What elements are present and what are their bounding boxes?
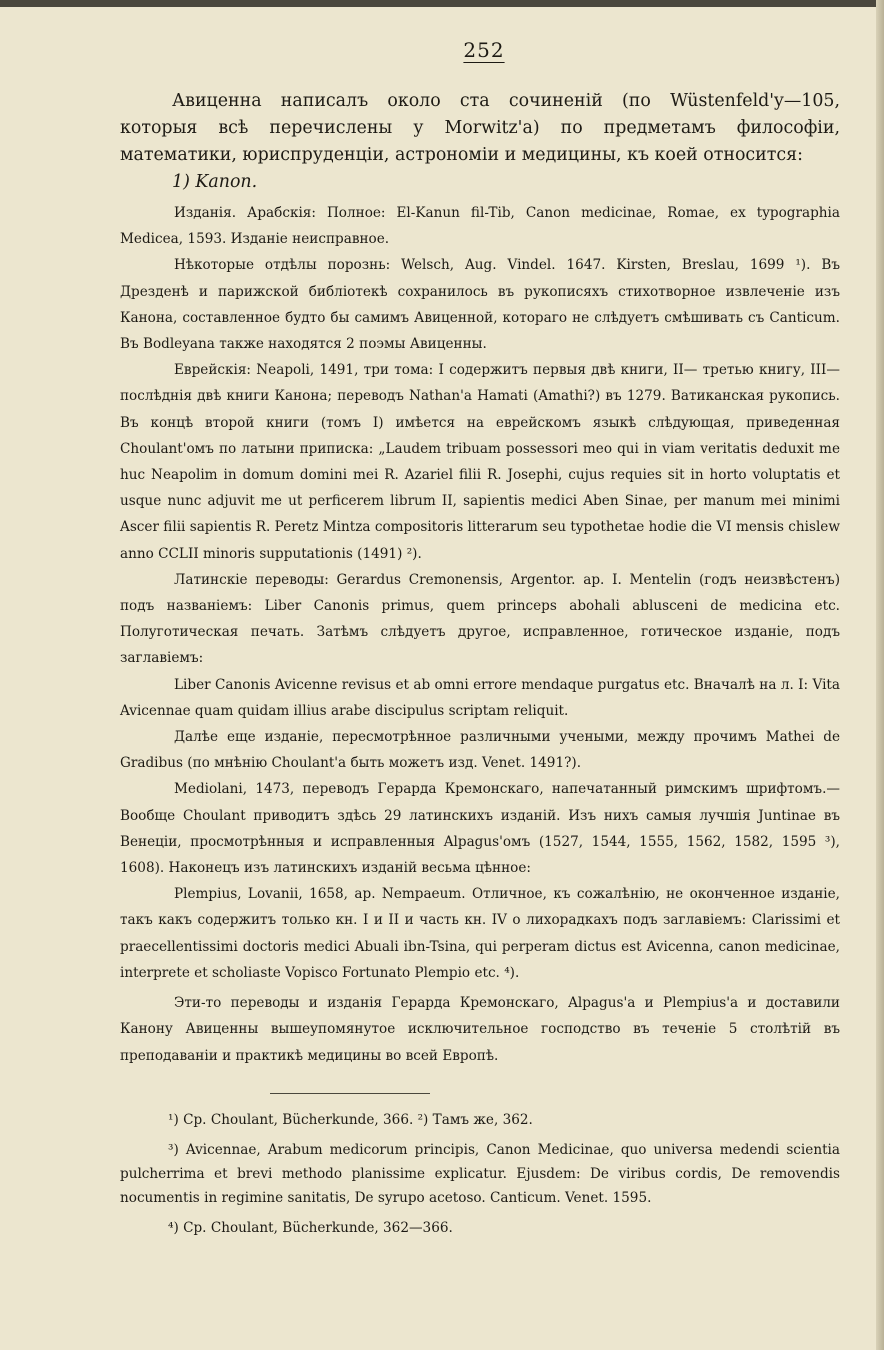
paragraph-editions-arabic: Изданія. Арабскія: Полное: El-Kanun fil-Tib, Canon medicinae, Romae, ex typographia Medicea, 1593. Изданіе неисправное. xyxy=(120,205,840,248)
footnote-divider xyxy=(270,1093,430,1094)
footnote-4: ⁴) Ср. Choulant, Bücherkunde, 362—366. xyxy=(168,1219,453,1236)
footnote-3: ³) Avicennae, Arabum medicorum principis, Canon Medicinae, quo universa medendi scientia pulcherrima et brevi methodo planissime explicatur. Ejusdem: De viribus cordis, De removendis nocumentis in regimine sanitatis, De syrupo acetoso. Canticum. Venet. 1595. xyxy=(120,1141,840,1206)
page-number: 252 xyxy=(463,38,505,62)
section-heading: 1) Kanon. xyxy=(172,172,258,192)
paragraph-partial-editions: Нѣкоторые отдѣлы порознь: Welsch, Aug. Vindel. 1647. Kirsten, Breslau, 1699 ¹). Въ Дрезденѣ и парижской библіотекѣ сохранилось въ рукописяхъ стихотворное извлеченіе изъ Канона, составленное будто бы самимъ Авиценной, котораго не слѣдуетъ смѣшивать съ Canticum. Въ Bodleyana также находятся 2 поэмы Авиценны. xyxy=(120,257,840,353)
paragraph-latin-translations: Латинскіе переводы: Gerardus Cremonensis, Argentor. ap. I. Mentelin (годъ неизвѣстенъ) подъ названіемъ: Liber Canonis primus, quem princeps abohali abluscenі de medicina etc. Полуготическая печать. Затѣмъ слѣдуетъ другое, исправленное, готическое изданіе, подъ заглавіемъ: xyxy=(120,571,840,667)
intro-paragraph: Авиценна написалъ около ста сочиненій (по Wüstenfeld'y—105, которыя всѣ перечислены у Morwitz'a) по предметамъ философіи, математики, юриспруденціи, астрономіи и медицины, къ коей относится: xyxy=(120,91,840,165)
paragraph-liber-canonis: Liber Canonis Avicenne revisus et ab omni errore mendaque purgatus etc. Вначалѣ на л. I: Vita Avicennae quam quidam illius arabe discipulus scriptam reliquit. xyxy=(120,676,840,719)
footnote-1-2: ¹) Ср. Choulant, Bücherkunde, 366. ²) Тамъ же, 362. xyxy=(168,1111,533,1128)
document-page xyxy=(120,38,840,1240)
paragraph-hebrew-editions: Еврейскія: Neapoli, 1491, три тома: I содержитъ первыя двѣ книги, II— третью книгу, III—послѣднія двѣ книги Канона; переводъ Nathan'a Hamati (Amathi?) въ 1279. Ватиканская рукопись. Въ концѣ второй книги (томъ I) имѣется на еврейскомъ языкѣ слѣдующая, приведенная Choulant'омъ по латыни приписка: „Laudem tribuam possessori meo qui in viam veritatis deduxit me huc Neapolim in domum domini mei R. Azariel filii R. Josephi, cujus requies sit in horto voluptatis et usque nunc adjuvit me ut perficerem librum II, sapientis medici Aben Sinae, per manum mei minimi Ascer filii sapientis R. Peretz Mintza compositoris litterarum seu typothetae hodie die VI mensis chislew anno CCLII minoris supputationis (1491) ²). xyxy=(120,362,840,562)
paragraph-further-edition: Далѣе еще изданіе, пересмотрѣнное различными учеными, между прочимъ Mathei de Gradibus (по мнѣнію Choulant'a быть можетъ изд. Venet. 1491?). xyxy=(120,729,840,772)
page-edge-shadow xyxy=(876,0,884,1350)
paragraph-plempius: Plempius, Lovanii, 1658, ap. Nempaeum. Отличное, къ сожалѣнію, не оконченное изданіе, такъ какъ содержитъ только кн. I и II и часть кн. IV о лихорадкахъ подъ заглавіемъ: Clarissimi et praecellentissimi doctoris medici Abuali ibn-Tsina, qui perperam dictus est Avicenna, canon medicinae, interprete et scholiaste Vopisco Fortunato Plempio etc. ⁴). xyxy=(120,886,840,981)
paragraph-mediolani: Mediolani, 1473, переводъ Герарда Кремонскаго, напечатанный римскимъ шрифтомъ.—Вообще Choulant приводитъ здѣсь 29 латинскихъ изданій. Изъ нихъ самыя лучшія Juntinae въ Венеціи, просмотрѣнныя и исправленныя Alpagus'омъ (1527, 1544, 1555, 1562, 1582, 1595 ³), 1608). Наконецъ изъ латинскихъ изданій весьма цѣнное: xyxy=(120,781,840,877)
closing-paragraph: Эти-то переводы и изданія Герарда Кремонскаго, Alpagus'a и Plempius'a и доставили Канону Авиценны вышеупомянутое исключительное господство въ теченіе 5 столѣтій въ преподаваніи и практикѣ медицины во всей Европѣ. xyxy=(120,995,840,1064)
top-edge-rule xyxy=(0,0,884,7)
